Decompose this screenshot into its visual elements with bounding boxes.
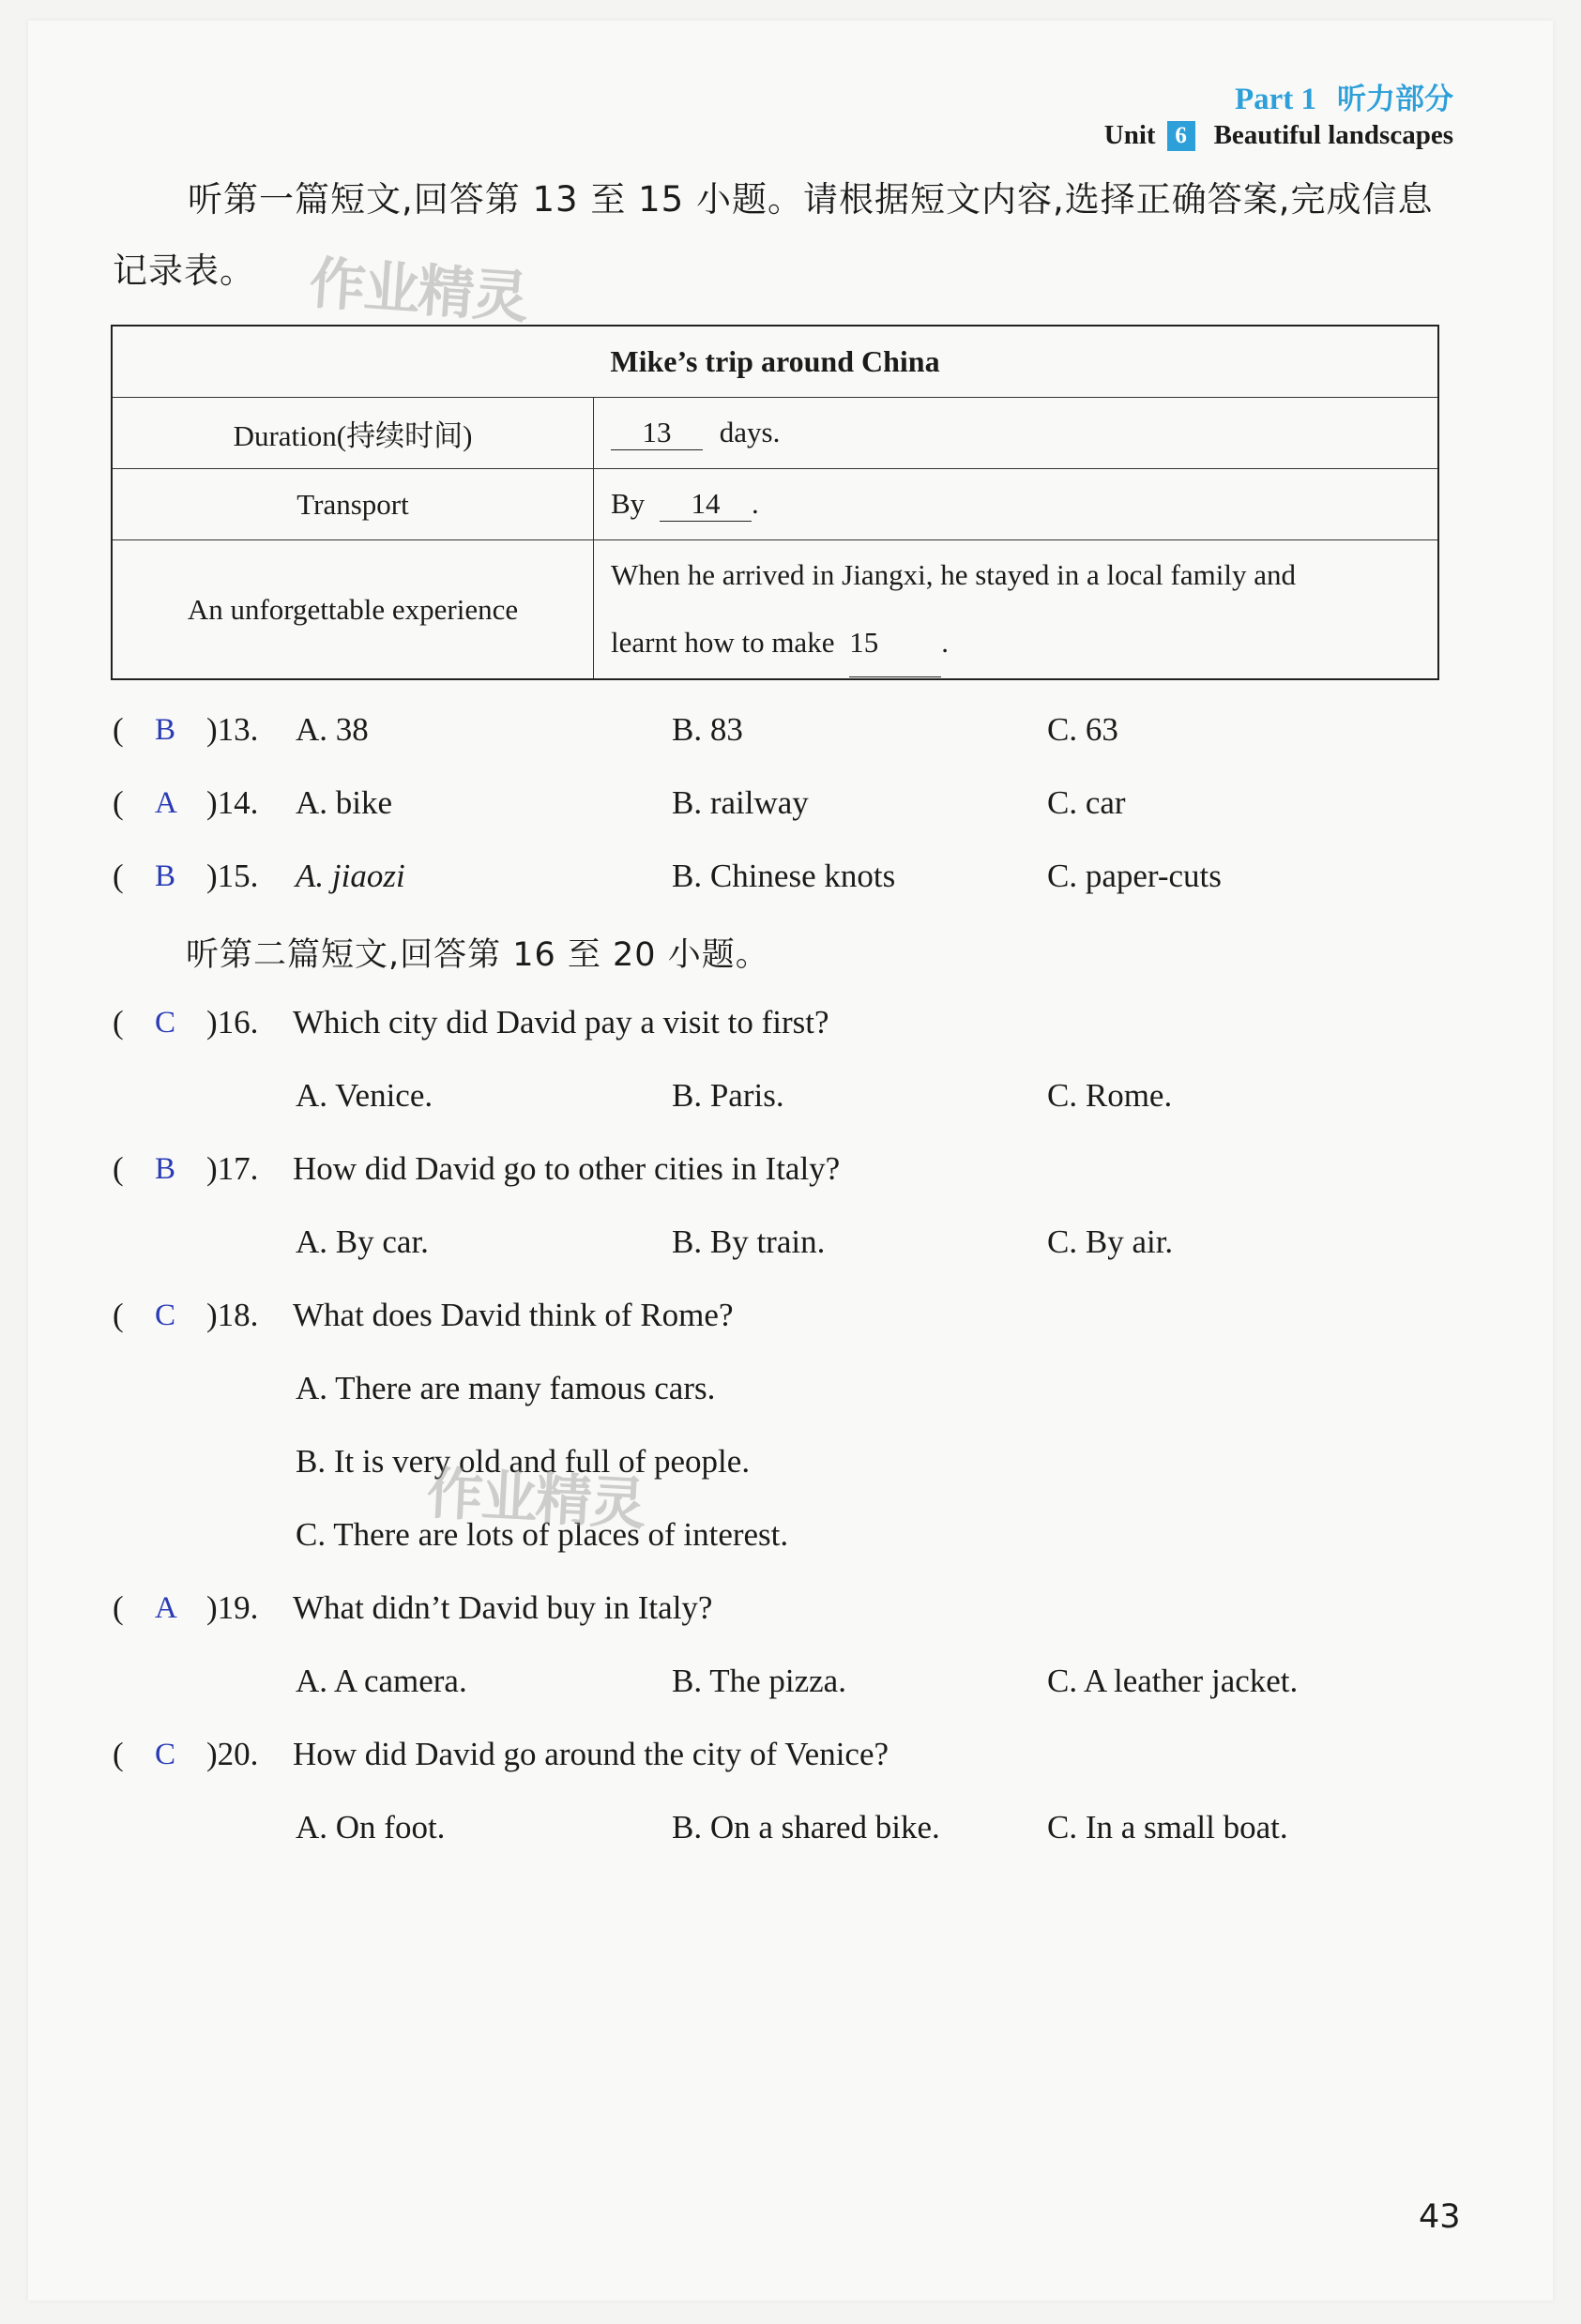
option-a: A. 38: [296, 711, 369, 748]
question-number: )17.: [206, 1150, 259, 1187]
answer-18: C: [155, 1299, 176, 1332]
row-label-transport: Transport: [112, 469, 594, 540]
option-c: C. There are lots of places of interest.: [296, 1516, 789, 1553]
question-number: )19.: [206, 1589, 259, 1626]
answer-16: C: [155, 1006, 176, 1040]
question-number: )14.: [206, 784, 259, 821]
paren: (: [113, 1004, 124, 1040]
paren: (: [113, 1297, 124, 1333]
section1-intro: 听第一篇短文,回答第 13 至 15 小题。请根据短文内容,选择正确答案,完成信息记录表。: [113, 179, 1434, 291]
option-c: C. car: [1047, 784, 1126, 821]
row-value-transport: [594, 469, 1439, 540]
option-c: C. paper-cuts: [1047, 858, 1222, 894]
option-a: A. On foot.: [296, 1809, 446, 1846]
option-b: B. By train.: [672, 1223, 826, 1260]
option-b: B. railway: [672, 784, 809, 821]
option-a: A. Venice.: [296, 1077, 433, 1114]
paren: (: [113, 711, 124, 748]
row-label-experience: An unforgettable experience: [112, 540, 594, 680]
answer-15: B: [155, 859, 176, 893]
unit-label: Unit: [1103, 120, 1156, 150]
option-c: C. A leather jacket.: [1047, 1663, 1299, 1699]
paren: (: [113, 1589, 124, 1626]
watermark-logo: 作业精灵: [425, 1460, 646, 1539]
answer-17: B: [155, 1152, 176, 1186]
question-stem: How did David go to other cities in Italy?: [293, 1150, 841, 1187]
page-number: 43: [1419, 2198, 1461, 2236]
part-header: [1235, 75, 1453, 117]
row-value-experience: [594, 540, 1439, 680]
option-b: B. 83: [672, 711, 743, 748]
answer-20: C: [155, 1738, 176, 1771]
by-prefix: By: [611, 487, 646, 520]
question-stem: What didn’t David buy in Italy?: [293, 1589, 713, 1626]
option-c: C. Rome.: [1047, 1077, 1173, 1114]
question-number: )18.: [206, 1297, 259, 1333]
paren: (: [113, 784, 124, 821]
row-label-duration: Duration(持续时间): [112, 398, 594, 469]
period: .: [941, 626, 949, 659]
option-b: B. It is very old and full of people.: [296, 1443, 751, 1480]
question-stem: Which city did David pay a visit to first?: [293, 1004, 829, 1040]
unit-header: [1104, 120, 1453, 151]
question-number: )13.: [206, 711, 259, 748]
table-row: [112, 469, 1438, 540]
paren: (: [113, 858, 124, 894]
answer-blank-13: 13: [611, 416, 703, 450]
period: .: [751, 487, 759, 520]
question-number: )15.: [206, 858, 259, 894]
days-suffix: days.: [719, 416, 781, 448]
question-stem: What does David think of Rome?: [293, 1297, 734, 1333]
question-number: )20.: [206, 1736, 259, 1772]
option-b: B. The pizza.: [672, 1663, 846, 1699]
question-number: )16.: [206, 1004, 259, 1040]
option-c: C. 63: [1047, 711, 1118, 748]
table-row: [112, 398, 1438, 469]
table-title: Mike’s trip around China: [112, 326, 1438, 398]
option-c: C. In a small boat.: [1047, 1809, 1288, 1846]
answer-14: A: [155, 786, 177, 820]
option-a: A. By car.: [296, 1223, 429, 1260]
paren: (: [113, 1736, 124, 1772]
option-b: B. Chinese knots: [672, 858, 896, 894]
option-b: B. Paris.: [672, 1077, 784, 1114]
experience-prefix: learnt how to make: [611, 626, 835, 659]
part-cn-label: 听力部分: [1337, 83, 1453, 116]
answer-13: B: [155, 713, 176, 747]
unit-number-badge: 6: [1167, 121, 1195, 151]
answer-19: A: [155, 1591, 177, 1625]
question-stem: How did David go around the city of Venice?: [293, 1736, 889, 1772]
experience-line1: When he arrived in Jiangxi, he stayed in a local family and: [611, 558, 1296, 591]
unit-title: Beautiful landscapes: [1213, 120, 1453, 150]
part-label: Part 1: [1234, 83, 1316, 116]
option-a: A. A camera.: [296, 1663, 467, 1699]
section2-intro: 听第二篇短文,回答第 16 至 20 小题。: [186, 936, 769, 974]
table-row: [112, 540, 1438, 680]
option-b: B. On a shared bike.: [672, 1809, 940, 1846]
option-c: C. By air.: [1047, 1223, 1174, 1260]
row-value-duration: [594, 398, 1439, 469]
watermark-logo: 作业精灵: [307, 250, 529, 331]
info-table: [111, 325, 1439, 680]
option-a: A. There are many famous cars.: [296, 1370, 716, 1406]
option-a: A. bike: [296, 784, 393, 821]
answer-blank-14: 14: [660, 487, 752, 522]
option-a: A. jiaozi: [296, 858, 405, 894]
paren: (: [113, 1150, 124, 1187]
answer-blank-15: 15: [849, 609, 941, 677]
